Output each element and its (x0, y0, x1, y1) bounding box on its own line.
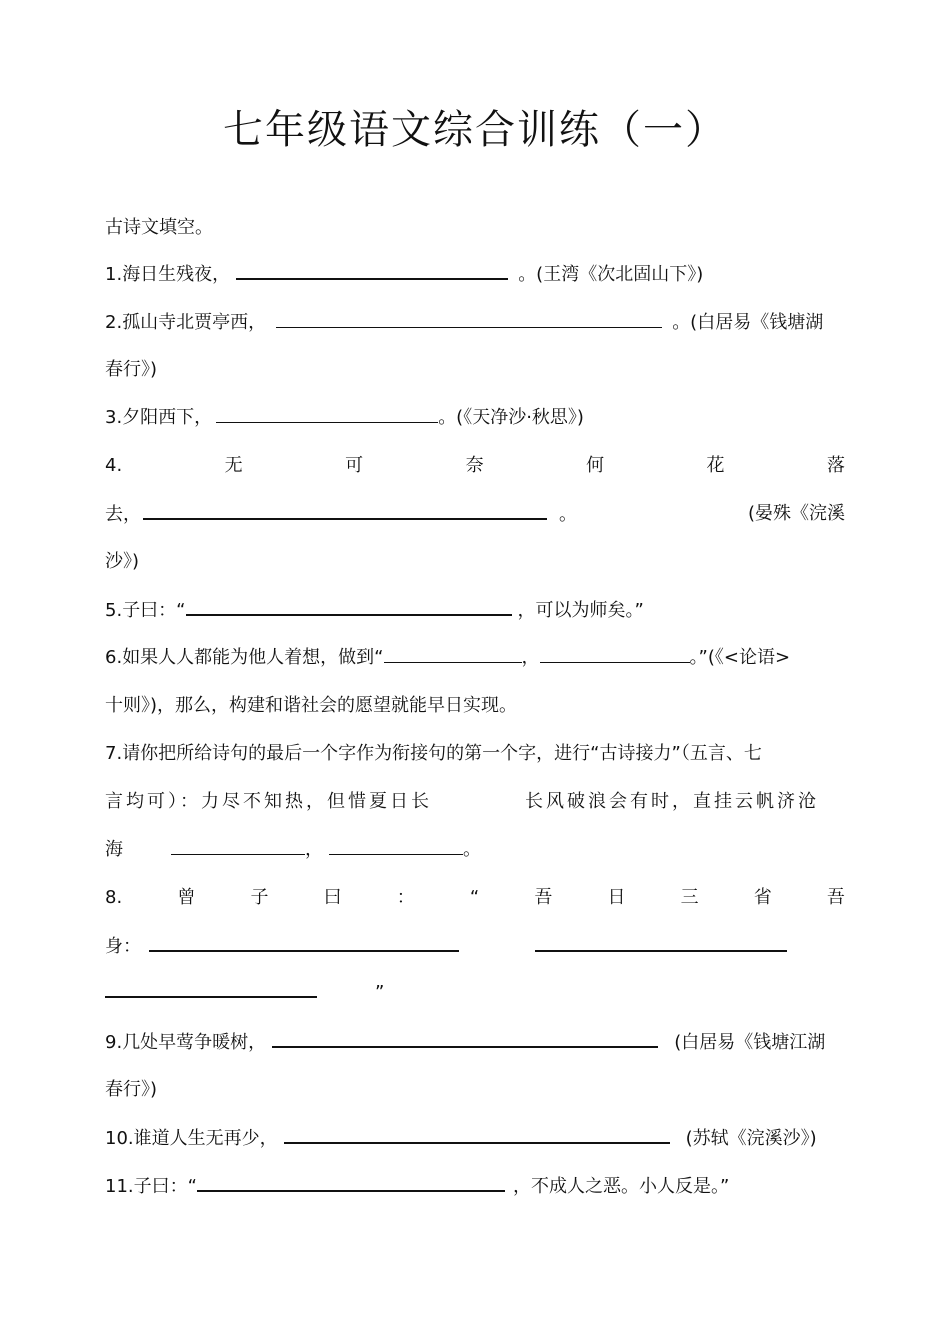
q4-source: (晏殊《浣溪 (747, 503, 845, 524)
q7-line2a: 言均可）：力尽不知热，但惜夏日长 (105, 791, 432, 812)
q3-blank[interactable] (216, 406, 438, 423)
q10-after: (苏轼《浣溪沙》) (685, 1128, 817, 1149)
q6-continuation: 十则》)，那么，构建和谐社会的愿望就能早日实现。 (105, 695, 518, 716)
q4-char: 可 (345, 455, 364, 476)
q8-char: 8. (105, 887, 123, 908)
q7-blank-2[interactable] (329, 838, 463, 855)
q5-number: 5. (105, 600, 123, 621)
q3-after: 。(《天净沙·秋思》) (438, 407, 584, 428)
question-1 (105, 262, 845, 287)
q10-number: 10. (105, 1128, 134, 1149)
q10-before: 谁道人生无再少， (133, 1128, 278, 1149)
q1-after: 。(王湾《次北固山下》) (518, 264, 704, 285)
q4-char: 无 (224, 455, 243, 476)
q5-after: ，可以为师矣。” (517, 600, 644, 621)
q1-blank[interactable] (236, 262, 508, 280)
q4-after: 。 (559, 504, 577, 525)
q8-char: “ (469, 887, 480, 908)
q1-before: 海日生残夜， (122, 264, 231, 285)
q2-after: 。(白居易《钱塘湖 (672, 312, 824, 333)
q7-line3 (105, 838, 845, 862)
q6-after: 。”(《<论语> (689, 647, 791, 668)
q8-blank-2[interactable] (535, 934, 787, 952)
q3-before: 夕阳西下， (122, 407, 213, 428)
q8-char: ： (396, 887, 415, 908)
q2-before: 孤山寺北贾亭西， (122, 312, 267, 333)
q4-char: 落 (827, 455, 845, 476)
q9-continuation: 春行》) (105, 1079, 158, 1100)
q2-number: 2. (105, 312, 123, 333)
question-2 (105, 311, 845, 335)
question-9 (105, 1030, 845, 1055)
question-8-line3 (105, 980, 845, 1005)
q10-blank[interactable] (284, 1126, 670, 1144)
q8-char: 吾 (534, 887, 553, 908)
question-10 (105, 1126, 845, 1151)
q8-quote-end: ” (375, 982, 385, 1003)
q8-char: 吾 (826, 887, 845, 908)
q1-number: 1. (105, 264, 123, 285)
q11-number: 11. (105, 1176, 134, 1197)
question-4-line1 (105, 454, 845, 478)
question-6 (105, 646, 845, 670)
q6-comma: ， (521, 647, 540, 668)
q7-text: 请你把所给诗句的最后一个字作为衔接句的第一个字，进行“古诗接力”（五言、七 (122, 743, 762, 764)
q8-char: 三 (680, 887, 699, 908)
q7-line2b: 长风破浪会有时，直挂云帆济沧 (525, 791, 819, 812)
q4-char: 4. (105, 455, 123, 476)
question-5 (105, 598, 845, 623)
q4-char: 奈 (465, 455, 484, 476)
q9-number: 9. (105, 1032, 123, 1053)
q4-char: 花 (706, 455, 725, 476)
question-8-line1 (105, 886, 845, 910)
question-8-line2 (105, 934, 845, 959)
page-title: 七年级语文综合训练（一） (223, 107, 727, 153)
q8-blank-1[interactable] (149, 934, 459, 952)
section-intro: 古诗文填空。 (105, 217, 213, 238)
question-11 (105, 1174, 845, 1199)
q9-after: (白居易《钱塘江湖 (674, 1032, 826, 1053)
q6-number: 6. (105, 647, 123, 668)
q5-blank[interactable] (186, 598, 512, 616)
q7-blank-1[interactable] (171, 838, 305, 855)
q8-char: 曰 (323, 887, 342, 908)
q8-char: 子 (250, 887, 269, 908)
q4-continuation: 沙》) (105, 551, 140, 572)
q6-before: 如果人人都能为他人着想，做到“ (122, 647, 384, 668)
q11-blank[interactable] (197, 1174, 505, 1192)
q2-continuation: 春行》) (105, 359, 158, 380)
q5-before: 子曰：“ (122, 600, 186, 621)
q6-blank-2[interactable] (540, 646, 690, 663)
q8-before: 身： (105, 936, 141, 957)
q8-char: 曾 (177, 887, 196, 908)
q8-char: 日 (607, 887, 626, 908)
q6-blank-1[interactable] (384, 646, 522, 663)
question-7 (105, 742, 845, 766)
q4-char: 何 (586, 455, 605, 476)
q4-blank[interactable] (143, 502, 547, 520)
question-3 (105, 406, 845, 430)
q7-number: 7. (105, 743, 123, 764)
q9-blank[interactable] (272, 1030, 658, 1048)
q4-before: 去， (105, 504, 141, 525)
q9-before: 几处早莺争暖树， (122, 1032, 267, 1053)
q2-blank[interactable] (276, 311, 662, 328)
q7-line3a: 海 (105, 839, 123, 860)
q11-before: 子曰：“ (133, 1176, 197, 1197)
q7-end: 。 (463, 839, 481, 860)
question-4-line2 (105, 502, 845, 527)
q3-number: 3. (105, 407, 123, 428)
q7-line2 (105, 790, 845, 814)
q11-after: ，不成人之恶。小人反是。” (512, 1176, 730, 1197)
q7-comma: ， (305, 839, 323, 860)
q8-char: 省 (753, 887, 772, 908)
q8-blank-3[interactable] (105, 980, 317, 998)
